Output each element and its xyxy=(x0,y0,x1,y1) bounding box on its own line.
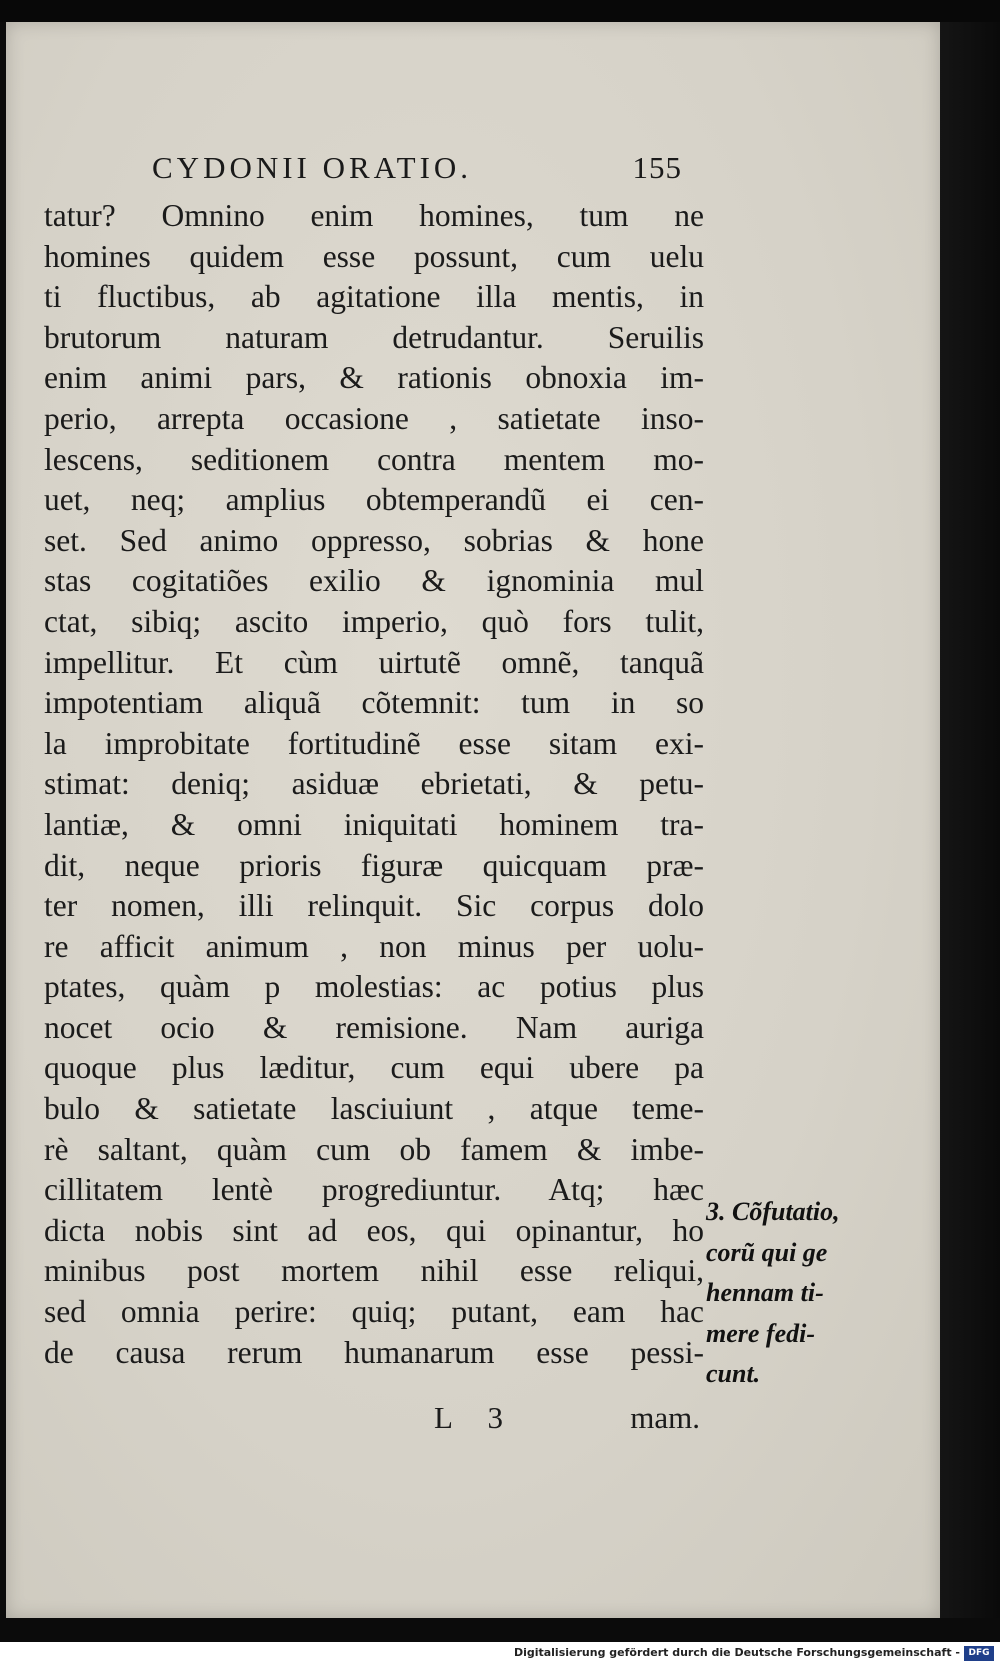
dfg-logo: DFG xyxy=(964,1646,994,1661)
text-line: ctat, sibiq; ascito imperio, quò fors tulit, xyxy=(44,603,704,639)
page-number: 155 xyxy=(632,150,682,185)
scan-top-border xyxy=(0,0,1000,22)
text-line: ti fluctibus, ab agitatione illa mentis, in xyxy=(44,279,704,315)
text-line: dicta nobis sint ad eos, qui opinantur, ho xyxy=(44,1212,704,1248)
text-line: impellitur. Et cùm uirtutẽ omnẽ, tanquã xyxy=(44,644,704,680)
text-line: la improbitate fortitudinẽ esse sitam exi- xyxy=(44,725,704,761)
text-line: cillitatem lentè progrediuntur. Atq; hæc xyxy=(44,1172,704,1208)
marginal-note-line: hennam ti- xyxy=(706,1278,824,1308)
text-line: uet, neq; amplius obtemperandũ ei cen- xyxy=(44,482,704,518)
text-line: lescens, seditionem contra mentem mo- xyxy=(44,441,704,477)
text-line: de causa rerum humanarum esse pessi- xyxy=(44,1334,704,1370)
text-line: homines quidem esse possunt, cum uelu xyxy=(44,238,704,274)
text-line: sed omnia perire: quiq; putant, eam hac xyxy=(44,1294,704,1330)
text-line: lantiæ, & omni iniquitati hominem tra- xyxy=(44,806,704,842)
text-line: minibus post mortem nihil esse reliqui, xyxy=(44,1253,704,1289)
text-line: re afficit animum , non minus per uolu- xyxy=(44,928,704,964)
text-line: set. Sed animo oppresso, sobrias & hone xyxy=(44,522,704,558)
text-line: impotentiam aliquã cõtemnit: tum in so xyxy=(44,685,704,721)
text-line: ptates, quàm p molestias: ac potius plus xyxy=(44,969,704,1005)
text-line: brutorum naturam detrudantur. Seruilis xyxy=(44,319,704,355)
page-edge-shadow xyxy=(940,22,1000,1618)
main-text-block xyxy=(44,196,704,1373)
catchword: mam. xyxy=(630,1400,700,1435)
footer-credit: Digitalisierung gefördert durch die Deutsche Forschungsgemeinschaft - xyxy=(513,1646,960,1659)
footer-bar xyxy=(0,1642,1000,1666)
text-line: dit, neque prioris figuræ quicquam præ- xyxy=(44,847,704,883)
text-line: stimat: deniq; asiduæ ebrietati, & petu- xyxy=(44,766,704,802)
signature-mark: L 3 xyxy=(434,1400,518,1435)
text-line: enim animi pars, & rationis obnoxia im- xyxy=(44,360,704,396)
running-head xyxy=(152,150,682,190)
text-line: bulo & satietate lasciuiunt , atque teme- xyxy=(44,1091,704,1127)
text-line: nocet ocio & remisione. Nam auriga xyxy=(44,1009,704,1045)
text-line: tatur? Omnino enim homines, tum ne xyxy=(44,198,704,233)
text-line: perio, arrepta occasione , satietate inso- xyxy=(44,400,704,436)
text-line: stas cogitatiões exilio & ignominia mul xyxy=(44,563,704,599)
catchline xyxy=(434,1400,700,1444)
text-line: quoque plus læditur, cum equi ubere pa xyxy=(44,1050,704,1086)
text-line: rè saltant, quàm cum ob famem & imbe- xyxy=(44,1131,704,1167)
text-line: ter nomen, illi relinquit. Sic corpus dolo xyxy=(44,888,704,924)
marginal-note-line: 3. Cõfutatio, xyxy=(706,1197,840,1226)
marginal-note xyxy=(706,1192,896,1395)
marginal-note-line: corũ qui ge xyxy=(706,1237,828,1267)
running-head-title: CYDONII ORATIO. xyxy=(152,150,473,185)
marginal-note-line: cunt. xyxy=(706,1359,761,1389)
marginal-note-line: mere fedi- xyxy=(706,1318,816,1348)
